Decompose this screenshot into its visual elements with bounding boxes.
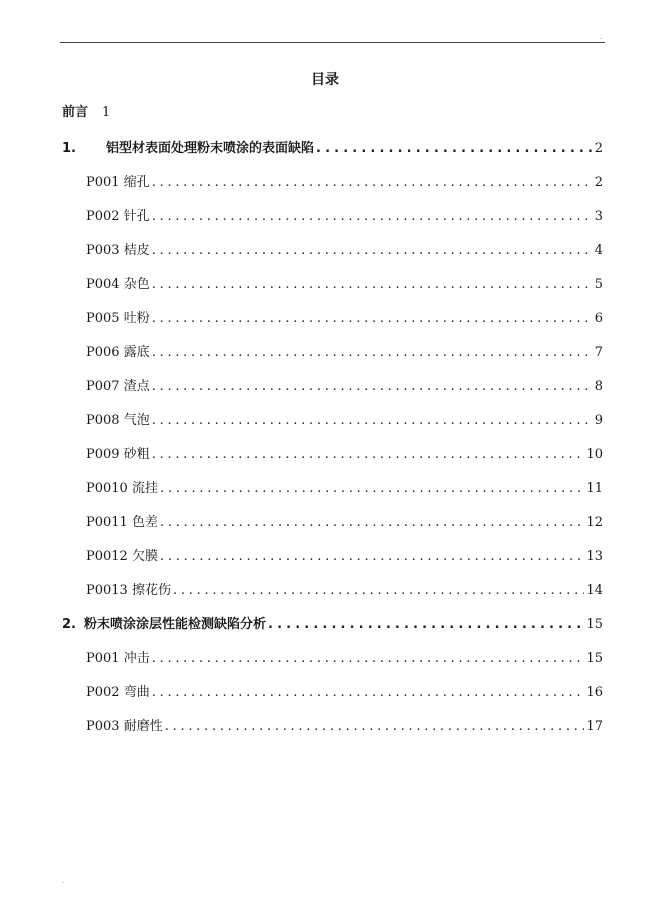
item-name: 擦花伤: [131, 583, 171, 598]
dot-leader: [152, 684, 585, 702]
dot-leader: [152, 276, 593, 294]
preface-label: 前言: [62, 105, 89, 120]
item-page: 14: [586, 583, 603, 598]
dot-leader: [152, 174, 593, 192]
dot-leader: [152, 378, 593, 396]
toc-item[interactable]: [86, 276, 603, 294]
item-code: P0010: [86, 481, 128, 496]
item-name: 耐磨性: [123, 719, 163, 734]
toc-preface[interactable]: [62, 104, 110, 122]
dot-leader: [152, 344, 593, 362]
item-code: P009: [86, 447, 120, 462]
item-code: P0013: [86, 583, 128, 598]
dot-leader: [152, 412, 593, 430]
toc-item[interactable]: [86, 344, 603, 362]
toc-chapter-2[interactable]: [62, 616, 603, 634]
dot-leader: [152, 208, 593, 226]
item-name: 渣点: [123, 379, 150, 394]
preface-page: 1: [102, 105, 111, 120]
dot-leader: [268, 616, 584, 634]
item-name: 砂粗: [123, 447, 150, 462]
item-page: 8: [594, 379, 603, 394]
item-code: P007: [86, 379, 120, 394]
item-code: P008: [86, 413, 120, 428]
item-code: P001: [86, 175, 120, 190]
item-name: 杂色: [123, 277, 150, 292]
item-name: 露底: [123, 345, 150, 360]
dot-leader: [160, 548, 584, 566]
dot-leader: [165, 718, 585, 736]
item-page: 6: [594, 311, 603, 326]
item-name: 色差: [131, 515, 158, 530]
item-page: 12: [586, 515, 603, 530]
item-code: P005: [86, 311, 120, 326]
chapter-page: 2: [594, 141, 603, 156]
item-code: P003: [86, 243, 120, 258]
toc-item[interactable]: [86, 378, 603, 396]
item-code: P0011: [86, 515, 128, 530]
item-page: 13: [586, 549, 603, 564]
item-page: 15: [586, 651, 603, 666]
toc-item[interactable]: [86, 446, 603, 464]
item-page: 2: [594, 175, 603, 190]
item-name: 弯曲: [123, 685, 150, 700]
item-code: P0012: [86, 549, 128, 564]
toc-item[interactable]: [86, 548, 603, 566]
dot-leader: [160, 480, 584, 498]
item-page: 9: [594, 413, 603, 428]
toc-chapter-1[interactable]: [62, 140, 603, 158]
toc-item[interactable]: [86, 310, 603, 328]
item-code: P002: [86, 209, 120, 224]
item-page: 7: [594, 345, 603, 360]
toc-item[interactable]: [86, 480, 603, 498]
item-page: 5: [594, 277, 603, 292]
item-page: 11: [586, 481, 603, 496]
item-name: 气泡: [123, 413, 150, 428]
item-code: P003: [86, 719, 120, 734]
item-page: 16: [586, 685, 603, 700]
dot-leader: [152, 242, 593, 260]
toc-item[interactable]: [86, 208, 603, 226]
dot-leader: [160, 514, 584, 532]
item-code: P004: [86, 277, 120, 292]
toc-item[interactable]: [86, 582, 603, 600]
item-page: 3: [594, 209, 603, 224]
toc-item[interactable]: [86, 684, 603, 702]
dot-leader: [152, 650, 585, 668]
item-name: 桔皮: [123, 243, 150, 258]
toc-item[interactable]: [86, 514, 603, 532]
item-page: 10: [586, 447, 603, 462]
toc-item[interactable]: [86, 412, 603, 430]
dot-leader: [152, 446, 585, 464]
item-code: P001: [86, 651, 120, 666]
chapter-number: 2.: [62, 617, 76, 632]
chapter-number: 1.: [62, 141, 76, 156]
item-page: 17: [586, 719, 603, 734]
header-dot: .: [600, 34, 602, 41]
item-name: 针孔: [123, 209, 150, 224]
toc-item[interactable]: [86, 650, 603, 668]
chapter-title: 粉末喷涂涂层性能检测缺陷分析: [84, 617, 267, 632]
dot-leader: [152, 310, 593, 328]
item-name: 欠膜: [131, 549, 158, 564]
item-name: 流挂: [131, 481, 158, 496]
dot-leader: [173, 582, 584, 600]
item-code: P002: [86, 685, 120, 700]
toc-item[interactable]: [86, 174, 603, 192]
chapter-page: 15: [586, 617, 603, 632]
toc-title: 目录: [311, 72, 339, 88]
dot-leader: [316, 140, 593, 158]
item-code: P006: [86, 345, 120, 360]
item-page: 4: [594, 243, 603, 258]
chapter-title: 铝型材表面处理粉末喷涂的表面缺陷: [106, 141, 315, 156]
toc-item[interactable]: [86, 718, 603, 736]
footer-dot: .: [62, 878, 64, 885]
item-name: 吐粉: [123, 311, 150, 326]
item-name: 冲击: [123, 651, 150, 666]
item-name: 缩孔: [123, 175, 150, 190]
toc-item[interactable]: [86, 242, 603, 260]
